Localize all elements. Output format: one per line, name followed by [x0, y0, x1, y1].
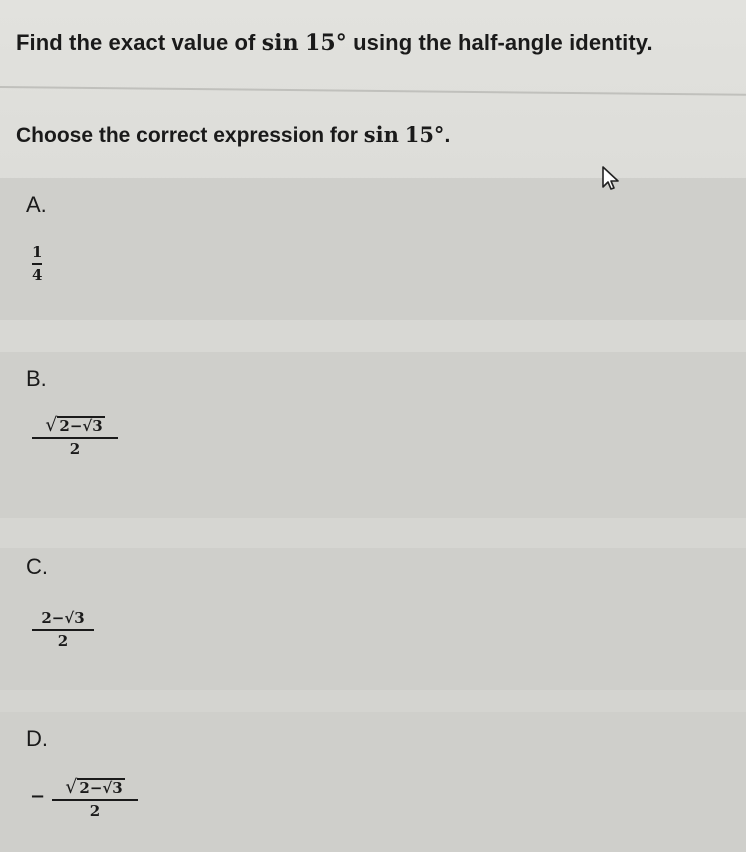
option-b-numerator [45, 416, 104, 435]
prompt-text [16, 122, 450, 148]
radical-icon: √ [65, 776, 78, 798]
arrow-cursor-icon [600, 165, 626, 191]
option-d[interactable] [0, 712, 746, 852]
option-a-denominator: 4 [32, 266, 43, 284]
option-a-numerator: 1 [32, 243, 43, 261]
divider [0, 86, 746, 96]
option-a-letter: A. [26, 192, 47, 217]
option-a-fraction [32, 244, 42, 284]
option-c[interactable] [0, 548, 746, 690]
fraction-bar [32, 263, 42, 265]
option-b-fraction [32, 416, 118, 458]
sqrt [65, 778, 124, 796]
option-d-radicand: 2−√3 [79, 779, 123, 797]
prompt-end: . [444, 124, 451, 147]
prompt-func: sin [363, 122, 399, 147]
option-d-letter: D. [26, 726, 48, 751]
fraction-bar [52, 799, 138, 801]
question-func: sin [261, 30, 299, 56]
option-b-denominator: 2 [69, 440, 81, 458]
radical-icon: √ [45, 414, 58, 436]
option-c-numerator: 2−√3 [41, 609, 85, 627]
option-b-radicand: 2−√3 [59, 417, 103, 435]
option-d-fraction [52, 778, 138, 820]
fraction-bar [32, 629, 94, 631]
option-b[interactable] [0, 352, 746, 518]
question-text [16, 30, 653, 56]
prompt-angle: 15° [404, 122, 445, 147]
fraction-bar [32, 437, 118, 439]
question-angle: 15° [304, 30, 347, 56]
prompt-label: Choose the correct expression for [16, 124, 358, 147]
sqrt [45, 416, 104, 434]
option-c-denominator: 2 [57, 632, 69, 650]
option-b-letter: B. [26, 366, 47, 391]
question-prefix: Find the exact value of [16, 30, 256, 55]
option-a[interactable] [0, 178, 746, 320]
option-c-letter: C. [26, 554, 48, 579]
option-d-sign: − [30, 786, 46, 807]
option-d-denominator: 2 [89, 802, 101, 820]
option-d-numerator [65, 778, 124, 797]
question-suffix: using the half-angle identity. [353, 30, 653, 55]
option-c-fraction [32, 610, 94, 650]
